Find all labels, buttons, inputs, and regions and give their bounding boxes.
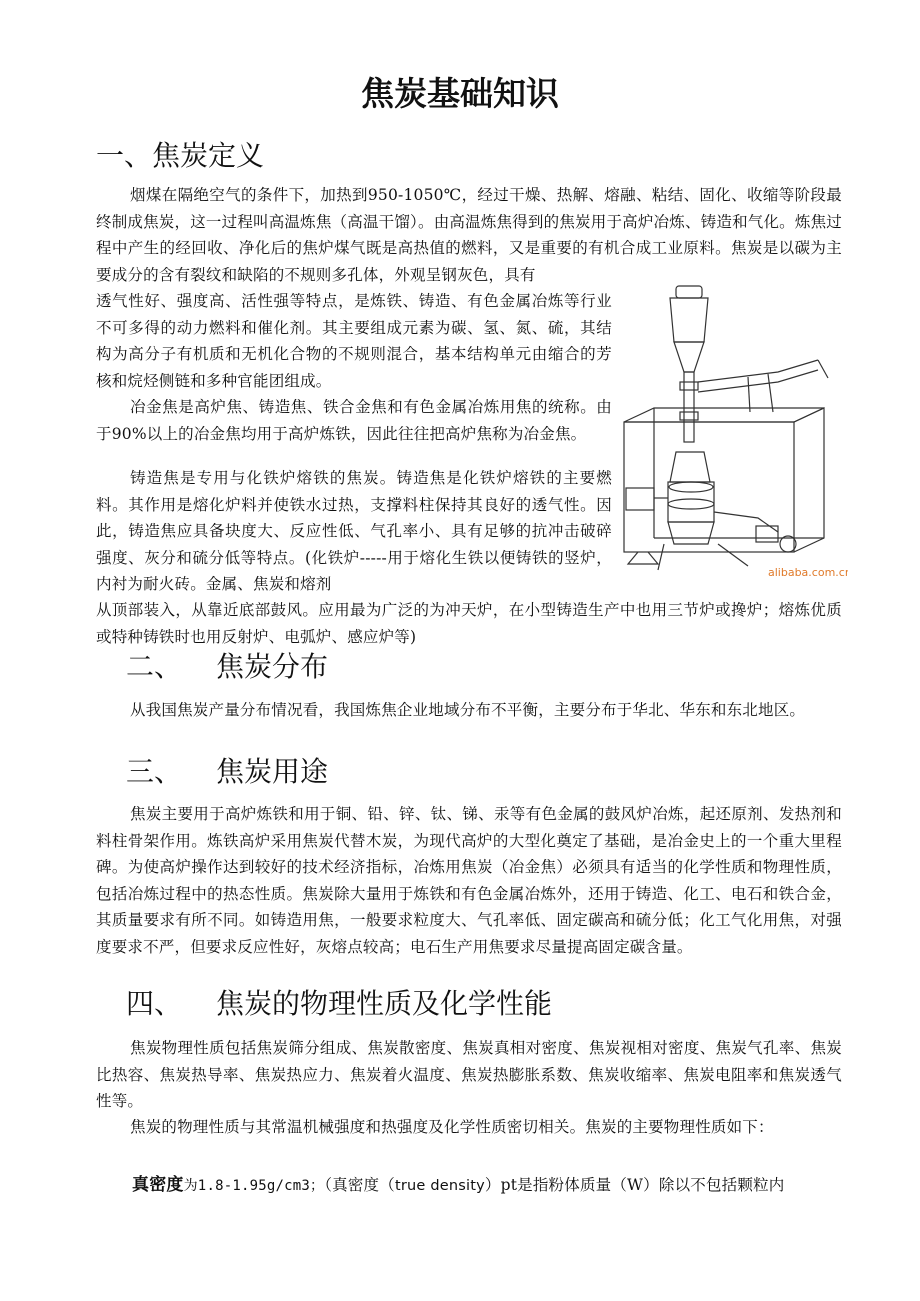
definition-paragraph-3-full: 从顶部装入，从靠近底部鼓风。应用最为广泛的为冲天炉，在小型铸造生产中也用三节炉或搀炉；熔炼优质或特种铸铁时也用反射炉、电弧炉、感应炉等) <box>96 601 842 646</box>
section-title: 焦炭分布 <box>216 650 329 683</box>
section-heading-properties <box>126 982 552 1022</box>
section-heading-definition <box>96 134 264 174</box>
page-title: 焦炭基础知识 <box>361 74 559 113</box>
section-number: 四、 <box>126 987 183 1020</box>
section-heading-usage <box>126 750 328 790</box>
figure-watermark: alibaba.com.cn <box>768 566 848 579</box>
section-number: 三、 <box>126 755 183 788</box>
properties-paragraph-1: 焦炭物理性质包括焦炭筛分组成、焦炭散密度、焦炭真相对密度、焦炭视相对密度、焦炭气孔率、焦炭比热容、焦炭热导率、焦炭热应力、焦炭着火温度、焦炭热膨胀系数、焦炭收缩率、焦炭电阻率和焦炭透气性等。 <box>96 1039 842 1110</box>
properties-paragraph-2: 焦炭的物理性质与其常温机械强度和热强度及化学性质密切相关。焦炭的主要物理性质如下： <box>130 1118 774 1136</box>
definition-paragraph-3-wrap: 铸造焦是专用与化铁炉熔铁的焦炭。铸造焦是化铁炉熔铁的主要燃料。其作用是熔化炉料并使铁水过热，支撑料柱保持其良好的透气性。因此，铸造焦应具备块度大、反应性低、气孔率小、具有足够的抗冲击破碎强度、灰分和硫分低等特点。(化铁炉-----用于熔化生铁以便铸铁的竖炉，内衬为耐火砖。金属、焦炭和熔剂 <box>96 469 612 593</box>
section-heading-distribution <box>126 645 328 685</box>
true-density-english: true density <box>394 1178 485 1194</box>
section-title: 焦炭定义 <box>152 139 265 172</box>
true-density-value: 为1.8-1.95g/cm3； <box>183 1178 325 1194</box>
definition-paragraph-1-wrap: 透气性好、强度高、活性强等特点，是炼铁、铸造、有色金属冶炼等行业不可多得的动力燃料和催化剂。其主要组成元素为碳、氢、氮、硫，其结构为高分子有机质和无机化合物的不规则混合，基本结构单元由缩合的芳核和烷烃侧链和多种官能团组成。 <box>96 292 612 390</box>
true-density-term: 真密度 <box>132 1175 184 1195</box>
true-density-note-b: ）pt是指粉体质量（W）除以不包括颗粒内 <box>484 1176 785 1194</box>
section-number: 一、 <box>96 139 153 172</box>
section-title: 焦炭用途 <box>216 755 329 788</box>
definition-paragraph-2: 冶金焦是高炉焦、铸造焦、铁合金焦和有色金属冶炼用焦的统称。由于90%以上的冶金焦均用于高炉炼铁，因此往往把高炉焦称为冶金焦。 <box>96 398 612 443</box>
furnace-drawing <box>618 282 848 582</box>
definition-paragraph-1-full: 烟煤在隔绝空气的条件下，加热到950-1050℃，经过干燥、热解、熔融、粘结、固化、收缩等阶段最终制成焦炭，这一过程叫高温炼焦（高温干馏）。由高温炼焦得到的焦炭用于高炉冶炼、铸造和气化。炼焦过程中产生的经回收、净化后的焦炉煤气既是高热值的燃料，又是重要的有机合成工业原料。焦炭是以碳为主要成分的含有裂纹和缺陷的不规则多孔体，外观呈钢灰色，具有 <box>96 186 842 284</box>
properties-paragraph-3 <box>96 1172 842 1200</box>
usage-paragraph: 焦炭主要用于高炉炼铁和用于铜、铅、锌、钛、锑、汞等有色金属的鼓风炉冶炼，起还原剂、发热剂和料柱骨架作用。炼铁高炉采用焦炭代替木炭，为现代高炉的大型化奠定了基础，是冶金史上的一个重大里程碑。为使高炉操作达到较好的技术经济指标，冶炼用焦炭（冶金焦）必须具有适当的化学性质和物理性质，包括冶炼过程中的热态性质。焦炭除大量用于炼铁和有色金属冶炼外，还用于铸造、化工、电石和铁合金，其质量要求有所不同。如铸造用焦，一般要求粒度大、气孔率低、固定碳高和硫分低；化工气化用焦，对强度要求不严，但要求反应性好，灰熔点较高；电石生产用焦要求尽量提高固定碳含量。 <box>96 805 842 956</box>
section-title: 焦炭的物理性质及化学性能 <box>216 987 553 1020</box>
distribution-paragraph: 从我国焦炭产量分布情况看，我国炼焦企业地域分布不平衡，主要分布于华北、华东和东北地区。 <box>130 701 806 719</box>
coke-furnace-illustration <box>618 282 848 582</box>
true-density-note-a: （真密度（ <box>324 1176 395 1194</box>
section-number: 二、 <box>126 650 183 683</box>
